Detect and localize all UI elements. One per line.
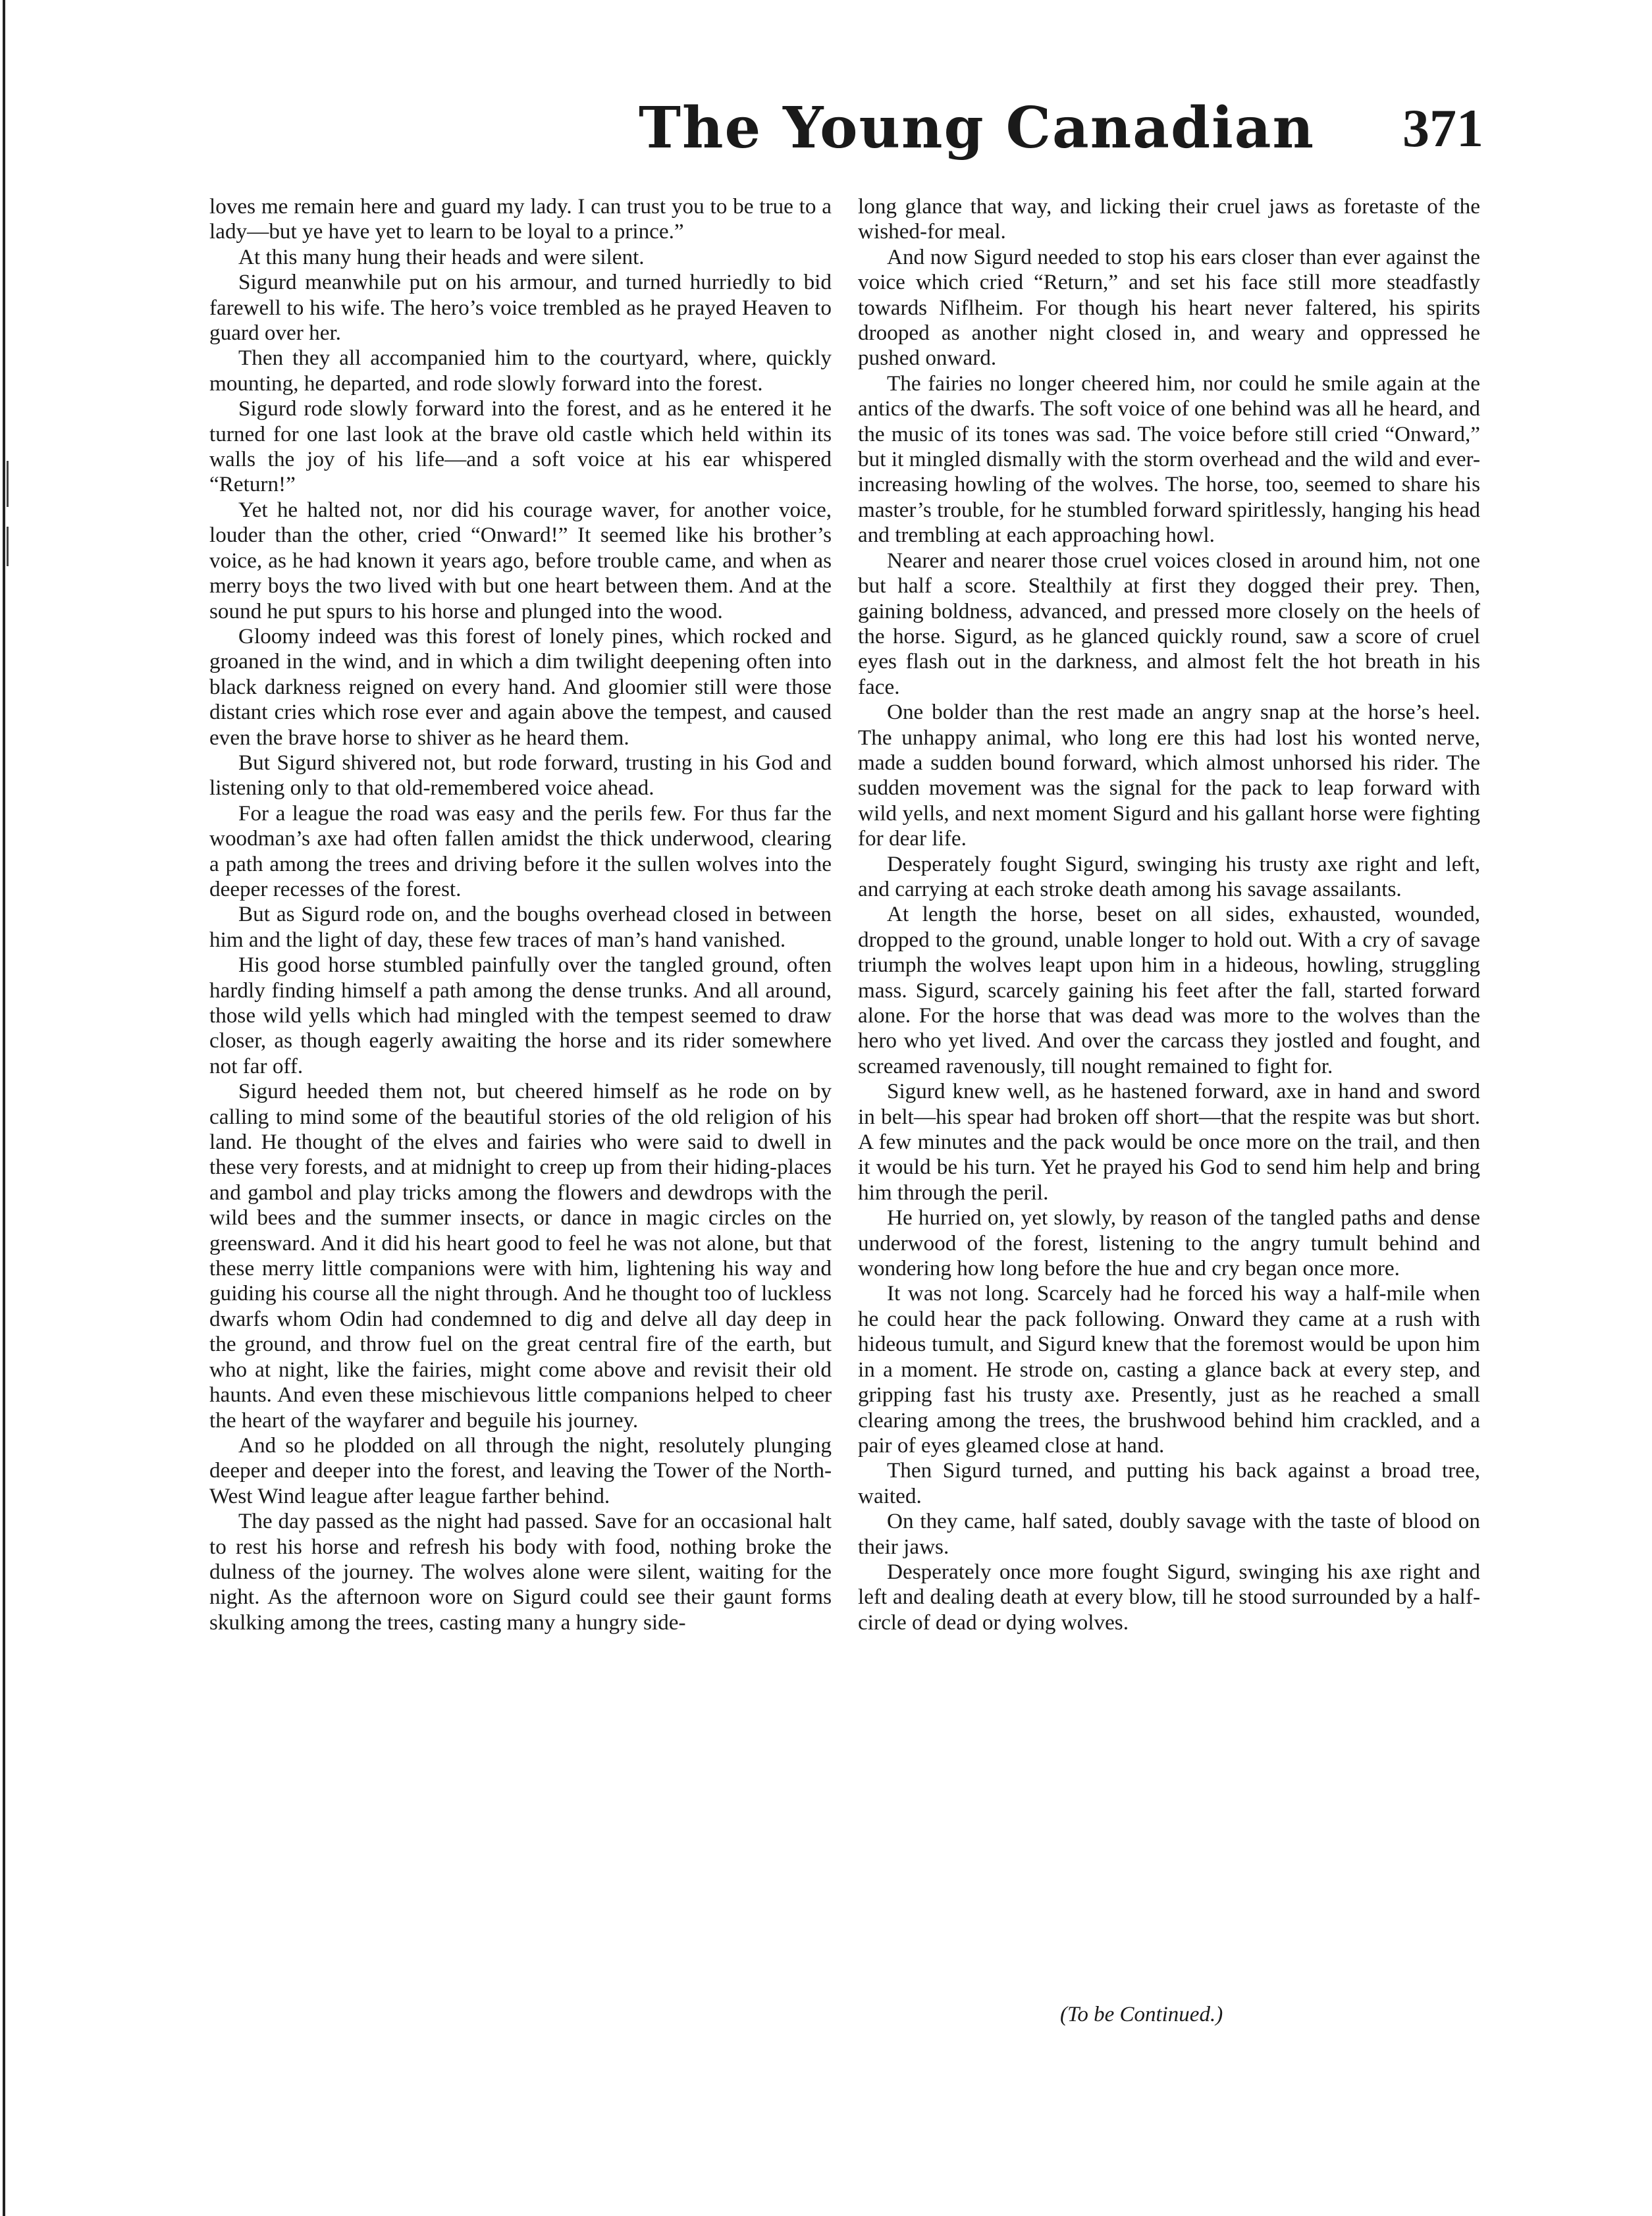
paragraph: At length the horse, beset on all sides, exhausted, wounded, dropped to the ground, unable longer to hold out. With a cry of savage triumph the wolves leapt upon him in a hideous, howling, struggling mass. Sigurd, scarcely gaining his feet after the fall, started forward alone. For the horse that was dead was more to the wolves than the hero who yet lived. And over the carcass they jostled and fought, and screamed ravenously, till nought remained to fight for. <box>858 902 1480 1078</box>
right-text-column <box>858 194 1480 1635</box>
paragraph: Sigurd meanwhile put on his armour, and turned hurriedly to bid farewell to his wife. The hero’s voice trembled as he prayed Heaven to guard over her. <box>209 270 832 346</box>
paragraph: It was not long. Scarcely had he forced his way a half-mile when he could hear the pack following. Onward they came at a rush with hideous tumult, and Sigurd knew that the foremost would be upon him in a moment. He strode on, casting a glance back at every step, and gripping fast his trusty axe. Presently, just as he reached a small clearing among the trees, the brushwood behind him crackled, and a pair of eyes gleamed close at hand. <box>858 1281 1480 1458</box>
left-text-column <box>209 194 832 1635</box>
paragraph: Then Sigurd turned, and putting his back against a broad tree, waited. <box>858 1458 1480 1508</box>
paragraph: The fairies no longer cheered him, nor could he smile again at the antics of the dwarfs. The soft voice of one behind was all he heard, and the music of its tones was sad. The voice before still cried “Onward,” but it mingled dismally with the storm overhead and the wild and ever-increasing howling of the wolves. The horse, too, seemed to share his master’s trouble, for he stumbled forward spiritlessly, hanging his head and trembling at each approaching howl. <box>858 371 1480 548</box>
paragraph: And so he plodded on all through the night, resolutely plunging deeper and deeper into the forest, and leaving the Tower of the North-West Wind league after league farther behind. <box>209 1433 832 1508</box>
page-number: 371 <box>1402 98 1483 158</box>
running-title: The Young Canadian <box>639 95 1316 161</box>
paragraph: And now Sigurd needed to stop his ears closer than ever against the voice which cried “Return,” and set his face still more steadfastly towards Niflheim. For though his heart never faltered, his spirits drooped as another night closed in, and weary and oppressed he pushed onward. <box>858 244 1480 371</box>
paragraph: Sigurd rode slowly forward into the forest, and as he entered it he turned for one last look at the brave old castle which held within its walls the joy of his life—and a soft voice at his ear whispered “Return!” <box>209 396 832 497</box>
paragraph: Then they all accompanied him to the courtyard, where, quickly mounting, he departed, and rode slowly forward into the forest. <box>209 346 832 396</box>
paragraph: Desperately fought Sigurd, swinging his trusty axe right and left, and carrying at each stroke death among his savage assailants. <box>858 851 1480 901</box>
paragraph: Sigurd heeded them not, but cheered himself as he rode on by calling to mind some of the beautiful stories of the old religion of his land. He thought of the elves and fairies who were said to dwell in these very forests, and at midnight to creep up from their hiding-places and gambol and play tricks among the flowers and dewdrops with the wild bees and the summer insects, or dance in magic circles on the greensward. And it did his heart good to feel he was not alone, but that these merry little companions were with him, lightening his way and guiding his course all the night through. And he thought too of luckless dwarfs whom Odin had condemned to dig and delve all day deep in the ground, and throw fuel on the great central fire of the earth, but who at night, like the fairies, might come above and revisit their old haunts. And even these mischievous little companions helped to cheer the heart of the wayfarer and beguile his journey. <box>209 1079 832 1433</box>
page-binding-edge <box>3 0 5 2216</box>
paragraph: long glance that way, and licking their cruel jaws as foretaste of the wished-for meal. <box>858 194 1480 244</box>
paragraph: His good horse stumbled painfully over the tangled ground, often hardly finding himself a path among the dense trunks. And all around, those wild yells which had mingled with the tempest seemed to draw closer, as though eagerly awaiting the horse and its rider somewhere not far off. <box>209 953 832 1078</box>
paragraph: Gloomy indeed was this forest of lonely pines, which rocked and groaned in the wind, and in which a dim twilight deepening often into black darkness reigned on every hand. And gloomier still were those distant cries which rose ever and again above the tempest, and caused even the brave horse to shiver as he heard them. <box>209 623 832 750</box>
paragraph: The day passed as the night had passed. Save for an occasional halt to rest his horse and refresh his body with food, nothing broke the dulness of the journey. The wolves alone were silent, waiting for the night. As the afternoon wore on Sigurd could see their gaunt forms skulking among the trees, casting many a hungry side- <box>209 1509 832 1635</box>
paragraph: loves me remain here and guard my lady. I can trust you to be true to a lady—but ye have yet to learn to be loyal to a prince.” <box>209 194 832 244</box>
paragraph: But as Sigurd rode on, and the boughs overhead closed in between him and the light of day, these few traces of man’s hand vanished. <box>209 902 832 952</box>
paragraph: For a league the road was easy and the perils few. For thus far the woodman’s axe had often fallen amidst the thick underwood, clearing a path among the trees and driving before it the sullen wolves into the deeper recesses of the forest. <box>209 801 832 901</box>
paragraph: Yet he halted not, nor did his courage waver, for another voice, louder than the other, cried “Onward!” It seemed like his brother’s voice, as he had known it years ago, before trouble came, and when as merry boys the two lived with but one heart between them. And at the sound he put spurs to his horse and plunged into the wood. <box>209 497 832 623</box>
continued-note: (To be Continued.) <box>1060 2003 1223 2026</box>
page-header <box>0 92 1652 171</box>
margin-mark <box>7 527 9 566</box>
paragraph: Desperately once more fought Sigurd, swinging his axe right and left and dealing death at every blow, till he stood surrounded by a half-circle of dead or dying wolves. <box>858 1559 1480 1635</box>
paragraph: At this many hung their heads and were silent. <box>238 244 645 269</box>
paragraph: On they came, half sated, doubly savage with the taste of blood on their jaws. <box>858 1509 1480 1559</box>
paragraph: Sigurd knew well, as he hastened forward, axe in hand and sword in belt—his spear had broken off short—that the respite was but short. A few minutes and the pack would be once more on the trail, and then it would be his turn. Yet he prayed his God to send him help and bring him through the peril. <box>858 1079 1480 1205</box>
paragraph: He hurried on, yet slowly, by reason of the tangled paths and dense underwood of the forest, listening to the angry tumult behind and wondering how long before the hue and cry began once more. <box>858 1205 1480 1281</box>
paragraph: But Sigurd shivered not, but rode forward, trusting in his God and listening only to that old-remembered voice ahead. <box>209 750 832 801</box>
margin-mark <box>7 461 9 507</box>
paragraph: One bolder than the rest made an angry snap at the horse’s heel. The unhappy animal, who long ere this had lost his wonted nerve, made a sudden bound forward, which almost unhorsed his rider. The sudden movement was the signal for the pack to leap forward with wild yells, and next moment Sigurd and his gallant horse were fighting for dear life. <box>858 700 1480 851</box>
paragraph: Nearer and nearer those cruel voices closed in around him, not one but half a score. Stealthily at first they dogged their prey. Then, gaining boldness, advanced, and pressed more closely on the heels of the horse. Sigurd, as he glanced quickly round, saw a score of cruel eyes flash out in the darkness, and almost felt the hot breath in his face. <box>858 548 1480 699</box>
